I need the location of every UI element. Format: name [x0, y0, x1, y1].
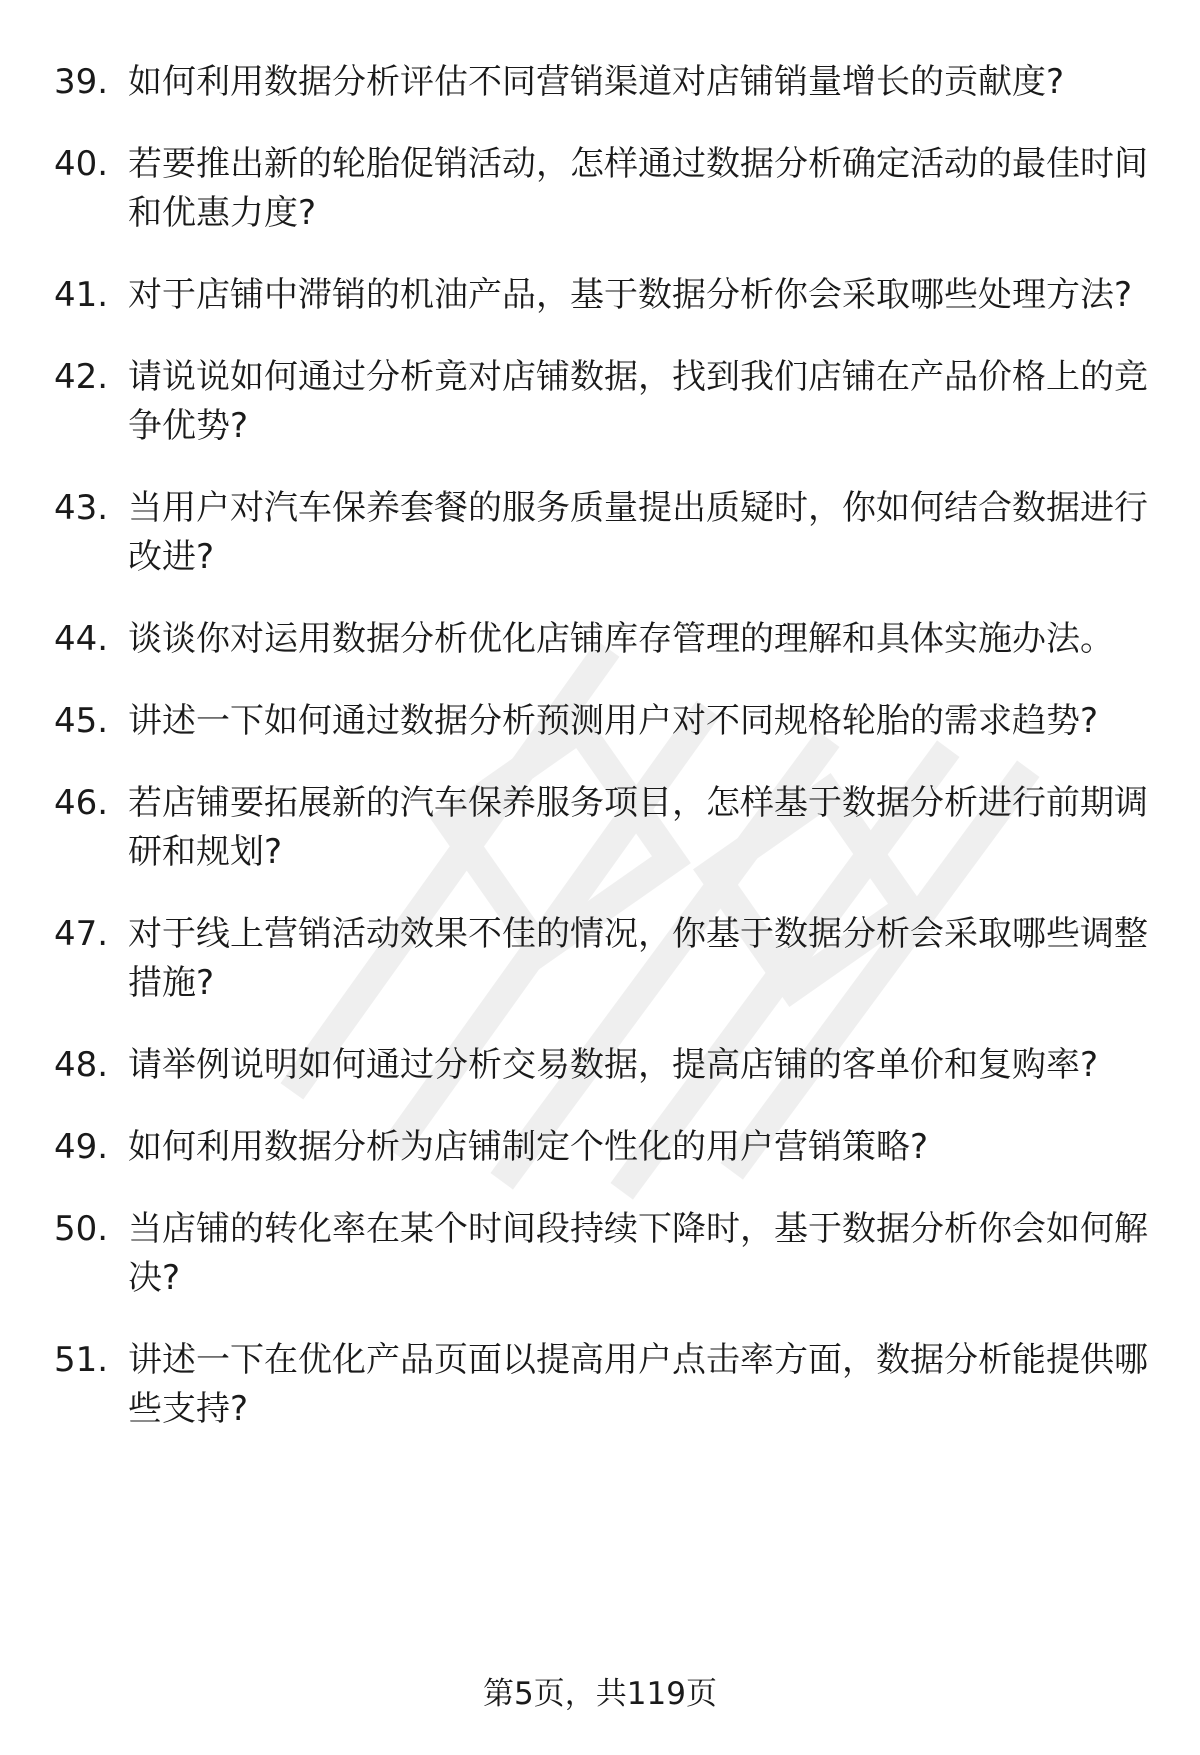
- question-text: 谈谈你对运用数据分析优化店铺库存管理的理解和具体实施办法。: [128, 619, 1114, 659]
- question-item: [54, 779, 1154, 877]
- question-text: 若店铺要拓展新的汽车保养服务项目，怎样基于数据分析进行前期调研和规划?: [128, 783, 1148, 872]
- question-item: [54, 484, 1154, 582]
- question-text: 对于店铺中滞销的机油产品，基于数据分析你会采取哪些处理方法?: [128, 275, 1133, 315]
- question-text: 如何利用数据分析为店铺制定个性化的用户营销策略?: [128, 1127, 929, 1167]
- question-item: [54, 697, 1154, 746]
- question-item: [54, 140, 1154, 238]
- question-number: 42.: [54, 357, 109, 397]
- question-number: 39.: [54, 62, 109, 102]
- question-number: 48.: [54, 1045, 109, 1085]
- question-text: 讲述一下在优化产品页面以提高用户点击率方面，数据分析能提供哪些支持?: [128, 1340, 1148, 1429]
- question-number: 50.: [54, 1209, 109, 1249]
- question-number: 40.: [54, 144, 109, 184]
- page-footer: 第5页，共119页: [483, 1676, 717, 1712]
- question-text: 请举例说明如何通过分析交易数据，提高店铺的客单价和复购率?: [128, 1045, 1099, 1085]
- question-item: [54, 1205, 1154, 1303]
- question-text: 若要推出新的轮胎促销活动，怎样通过数据分析确定活动的最佳时间和优惠力度?: [128, 144, 1148, 233]
- question-number: 43.: [54, 488, 109, 528]
- question-item: [54, 353, 1154, 451]
- question-number: 49.: [54, 1127, 109, 1167]
- question-text: 讲述一下如何通过数据分析预测用户对不同规格轮胎的需求趋势?: [128, 701, 1099, 741]
- question-list: [54, 58, 1154, 1467]
- question-number: 44.: [54, 619, 109, 659]
- question-number: 45.: [54, 701, 109, 741]
- question-item: [54, 615, 1154, 664]
- question-item: [54, 58, 1154, 107]
- question-number: 47.: [54, 914, 109, 954]
- question-number: 46.: [54, 783, 109, 823]
- question-item: [54, 1123, 1154, 1172]
- question-item: [54, 1336, 1154, 1434]
- question-text: 当店铺的转化率在某个时间段持续下降时，基于数据分析你会如何解决?: [128, 1209, 1148, 1298]
- question-text: 当用户对汽车保养套餐的服务质量提出质疑时，你如何结合数据进行改进?: [128, 488, 1148, 577]
- question-text: 如何利用数据分析评估不同营销渠道对店铺销量增长的贡献度?: [128, 62, 1065, 102]
- question-number: 51.: [54, 1340, 109, 1380]
- question-number: 41.: [54, 275, 109, 315]
- question-item: [54, 1041, 1154, 1090]
- question-text: 请说说如何通过分析竟对店铺数据，找到我们店铺在产品价格上的竞争优势?: [128, 357, 1148, 446]
- question-item: [54, 910, 1154, 1008]
- question-text: 对于线上营销活动效果不佳的情况，你基于数据分析会采取哪些调整措施?: [128, 914, 1148, 1003]
- question-item: [54, 271, 1154, 320]
